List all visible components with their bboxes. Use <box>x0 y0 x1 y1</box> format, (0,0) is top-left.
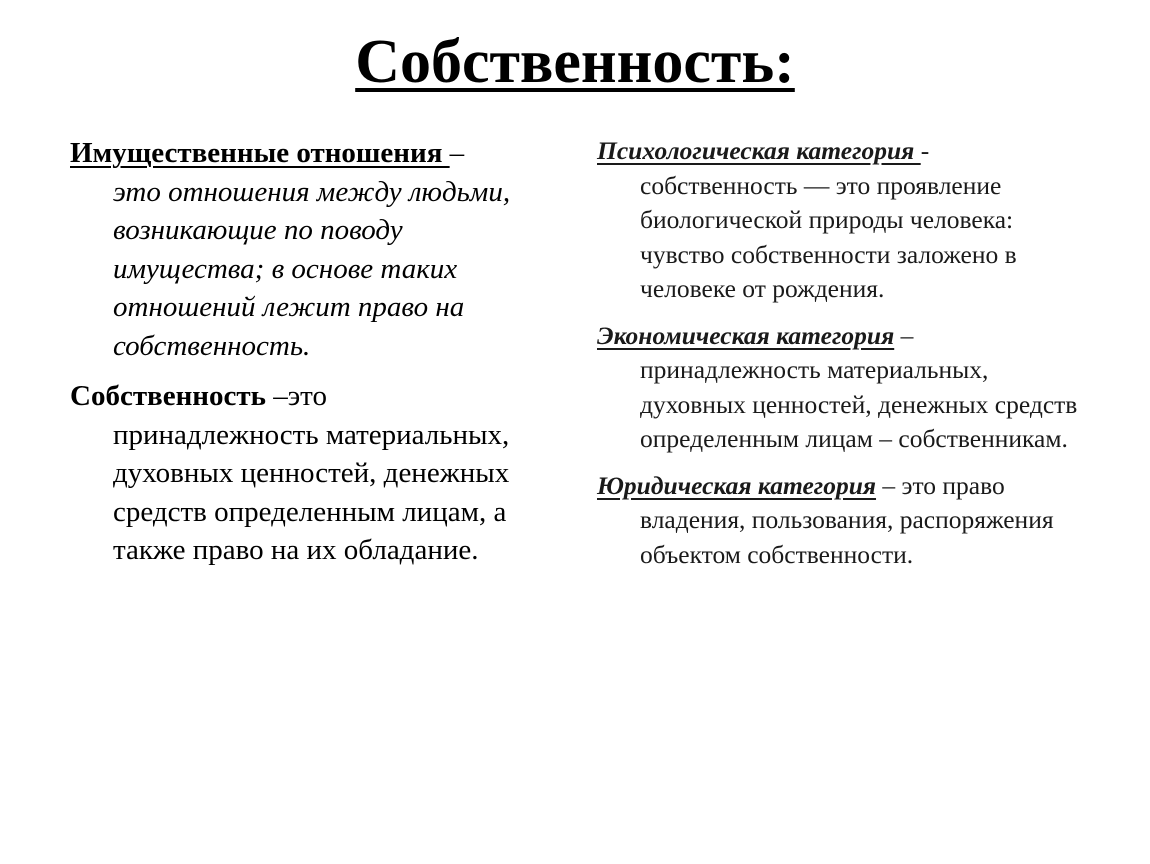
category-psychological <box>597 134 1097 307</box>
category-body-psychological: собственность — это проявление биологической природы человека: чувство собственности заложено в человеке от рождения. <box>640 170 1017 303</box>
term-psychological-category: Психологическая категория <box>597 136 921 165</box>
term-legal-category: Юридическая категория <box>597 470 877 500</box>
category-body-legal: владения, пользования, распоряжения объектом собственности. <box>640 505 1054 569</box>
term-separator: – <box>449 137 465 169</box>
slide-title-text: Собственность: <box>355 28 795 96</box>
definition-heading <box>70 134 560 173</box>
category-legal <box>597 469 1097 573</box>
term-separator: - <box>920 136 930 165</box>
category-heading <box>597 319 1097 354</box>
right-column <box>597 134 1097 584</box>
left-column <box>70 134 560 582</box>
definition-body-property-relations: это отношения между людьми, возникающие по поводу имущества; в основе таких отношений лежит право на собственность. <box>113 175 511 362</box>
definition-body-property: принадлежность материальных, духовных ценностей, денежных средств определенным лицам, а также право на их обладание. <box>113 418 510 566</box>
category-body-economic: принадлежность материальных, духовных ценностей, денежных средств определенным лицам – собственникам. <box>640 355 1078 453</box>
term-property: Собственность <box>70 380 274 412</box>
category-economic <box>597 319 1097 457</box>
slide-title <box>0 22 1150 102</box>
definition-heading <box>70 377 560 416</box>
definition-property-relations <box>70 134 560 365</box>
definition-property <box>70 377 560 570</box>
term-separator: – это право <box>876 470 1005 500</box>
term-property-relations: Имущественные отношения <box>70 137 450 169</box>
term-separator: – <box>894 320 914 350</box>
term-separator: –это <box>273 380 327 412</box>
category-heading <box>597 469 1097 504</box>
category-heading <box>597 134 1097 169</box>
term-economic-category: Экономическая категория <box>597 320 895 350</box>
